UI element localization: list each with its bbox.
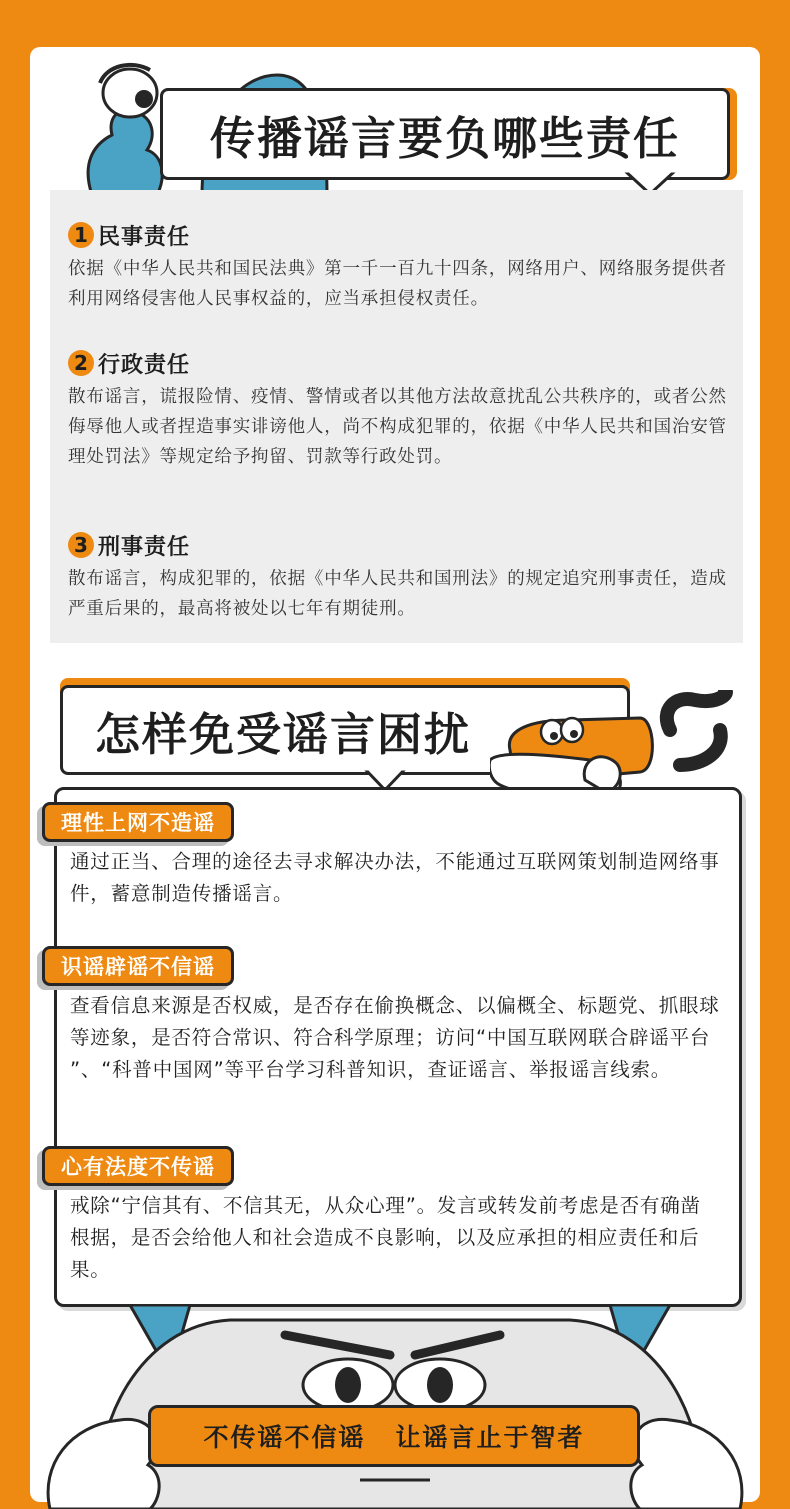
section1-title: 传播谣言要负哪些责任 bbox=[209, 111, 680, 165]
number-badge: 3 bbox=[68, 532, 94, 558]
slogan-banner bbox=[148, 1405, 640, 1467]
responsibility-civil bbox=[68, 220, 738, 314]
responsibility-administrative bbox=[68, 348, 738, 472]
tip-text: 戒除“宁信其有、不信其无，从众心理”。发言或转发前考虑是否有确凿根据，是否会给他人和社会造成不良影响，以及应承担的相应责任和后果。 bbox=[70, 1194, 701, 1281]
responsibility-text: 散布谣言，构成犯罪的，依据《中华人民共和国刑法》的规定追究刑事责任，造成严重后果的，最高将被处以七年有期徒刑。 bbox=[68, 569, 727, 619]
responsibility-criminal bbox=[68, 530, 738, 624]
slogan-part2: 让谣言止于智者 bbox=[395, 1423, 585, 1452]
number-badge: 1 bbox=[68, 222, 94, 248]
responsibility-text: 依据《中华人民共和国民法典》第一千一百九十四条，网络用户、网络服务提供者利用网络侵害他人民事权益的，应当承担侵权责任。 bbox=[68, 259, 727, 309]
slogan-part1: 不传谣不信谣 bbox=[203, 1423, 366, 1452]
number-badge: 2 bbox=[68, 350, 94, 376]
responsibility-title: 刑事责任 bbox=[98, 534, 191, 560]
responsibility-text: 散布谣言，谎报险情、疫情、警情或者以其他方法故意扰乱公共秩序的，或者公然侮辱他人或者捏造事实诽谤他人，尚不构成犯罪的，依据《中华人民共和国治安管理处罚法》等规定给予拘留、罚款等行政处罚。 bbox=[68, 387, 727, 467]
responsibility-title: 行政责任 bbox=[98, 352, 191, 378]
tip-label-law: 心有法度不传谣 bbox=[42, 1146, 234, 1186]
tip-label-no-fabricate: 理性上网不造谣 bbox=[42, 802, 234, 842]
section1-title-box bbox=[160, 88, 730, 180]
responsibility-title: 民事责任 bbox=[98, 224, 191, 250]
responsibilities-section bbox=[50, 190, 743, 643]
tip-text: 通过正当、合理的途径去寻求解决办法，不能通过互联网策划制造网络事件，蓄意制造传播谣言。 bbox=[70, 850, 720, 905]
section2-title: 怎样免受谣言困扰 bbox=[94, 707, 471, 761]
tip-text: 查看信息来源是否权威，是否存在偷换概念、以偏概全、标题党、抓眼球等迹象，是否符合常识、符合科学原理；访问“中国互联网联合辟谣平台 ”、“科普中国网”等平台学习科普知识，查证谣言、举报谣言线索。 bbox=[70, 994, 720, 1081]
tip-label-identify: 识谣辟谣不信谣 bbox=[42, 946, 234, 986]
